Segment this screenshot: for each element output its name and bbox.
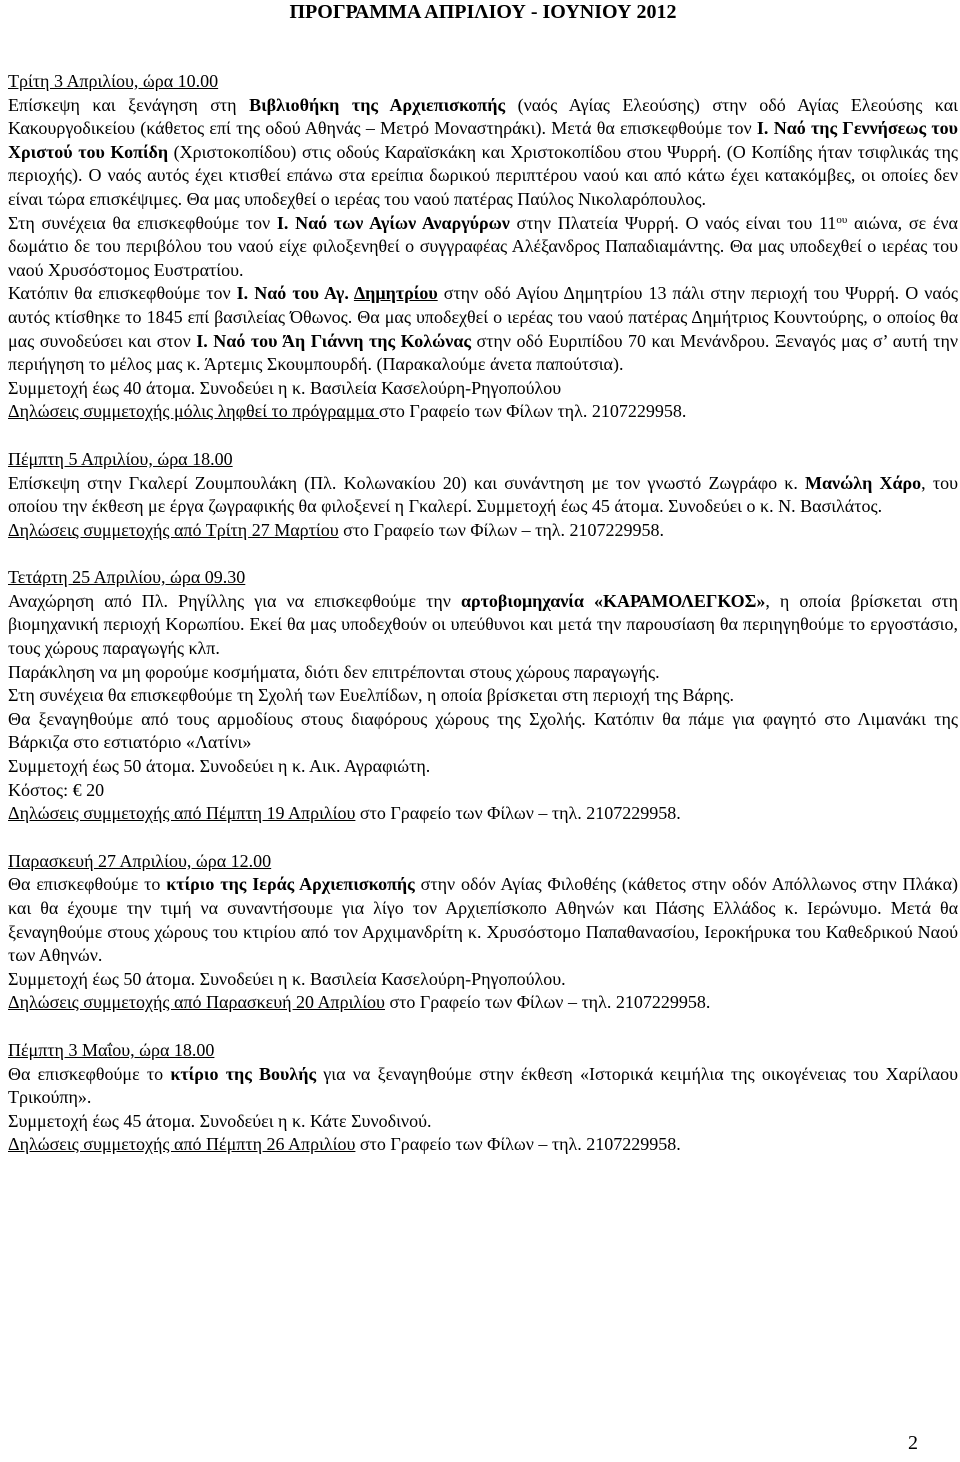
registration-note: Δηλώσεις συμμετοχής από Παρασκευή 20 Απριλίου στο Γραφείο των Φίλων – τηλ. 2107229958. [8, 992, 711, 1013]
participation-note: Συμμετοχή έως 50 άτομα. Συνοδεύει η κ. Βασιλεία Κασελούρη-Ρηγοπούλου. [8, 968, 566, 989]
participation-note: Συμμετοχή έως 45 άτομα. Συνοδεύει η κ. Κάτε Συνοδινού. [8, 1110, 432, 1131]
event-description: Επίσκεψη στην Γκαλερί Ζουμπουλάκη (Πλ. Κολωνακίου 20) και συνάντηση με τον γνωστό Ζωγράφο κ. Μανώλη Χάρο, του οποίου την έκθεση με έργα ζωγραφικής θα φιλοξενεί η Γκαλερί. Συμμετοχή έως 45 άτομα. Συνοδεύει ο κ. Ν. Βασιλάτος. [8, 472, 958, 517]
event-description: Αναχώρηση από Πλ. Ρηγίλλης για να επισκεφθούμε την αρτοβιομηχανία «ΚΑΡΑΜΟΛΕΓΚΟΣ», η οποία βρίσκεται στη βιομηχανική περιοχή Κορωπίου. Εκεί θα μας υποδεχθούν οι υπεύθυνοι και μετά την παρουσίαση θα περιηγηθούμε το εργοστάσιο, τους χώρους παραγωγής κλπ. [8, 590, 958, 659]
event-description: Κατόπιν θα επισκεφθούμε τον Ι. Ναό του Αγ. Δημητρίου στην οδό Αγίου Δημητρίου 13 πάλι στην περιοχή του Ψυρρή. Ο ναός αυτός κτίσθηκε το 1845 επί βασιλείας Όθωνος. Θα μας υποδεχθεί ο ιερέας του ναού πατέρας Δημήτριος Κουντούρης, ο οποίος θα μας συνοδεύσει και στον Ι. Ναό του Άη Γιάννη της Κολώνας στην οδό Ευριπίδου 70 και Μενάνδρου. Ξεναγός μας σ’ αυτή την περιήγηση το μέλος μας κ. Άρτεμις Σκουμπουρδή. (Παρακαλούμε άνετα παπούτσια). [8, 283, 958, 375]
event-description: Επίσκεψη και ξενάγηση στη Βιβλιοθήκη της Αρχιεπισκοπής (ναός Αγίας Ελεούσης) στην οδό Αγίας Ελεούσης και Κακουργοδικείου (κάθετος επί της οδού Αθηνάς – Μετρό Μοναστηράκι). Μετά θα επισκεφθούμε τον Ι. Ναό της Γεννήσεως του Χριστού του Κοπίδη (Χριστοκοπίδου) στις οδούς Καραϊσκάκη και Χριστοκοπίδου στου Ψυρρή. (Ο Κοπίδης ήταν τσιφλικάς της περιοχής). Ο ναός αυτός έχει κτισθεί επάνω στα ερείπια δωρικού περιπτέρου ναού και από κάτω έχει κατακόμβες, οι οποίες δεν είναι τώρα επισκέψιμες. Θα μας υποδεχθεί ο ιερέας του ναού πατέρας Παύλος Νικολαρόπουλος. [8, 94, 959, 209]
registration-note: Δηλώσεις συμμετοχής μόλις ληφθεί το πρόγραμμα στο Γραφείο των Φίλων τηλ. 2107229958. [8, 401, 687, 422]
event-description: Παράκληση να μη φορούμε κοσμήματα, διότι δεν επιτρέπονται στους χώρους παραγωγής. [8, 661, 660, 682]
registration-note: Δηλώσεις συμμετοχής από Πέμπτη 19 Απριλίου στο Γραφείο των Φίλων – τηλ. 2107229958. [8, 803, 681, 824]
event-section-3 [8, 566, 958, 826]
event-date-heading: Τετάρτη 25 Απριλίου, ώρα 09.30 [8, 567, 246, 588]
event-date-heading: Παρασκευή 27 Απριλίου, ώρα 12.00 [8, 850, 272, 871]
event-description: Θα επισκεφθούμε το κτίριο της Ιεράς Αρχιεπισκοπής στην οδόν Αγίας Φιλοθέης (κάθετος στην οδόν Απόλλωνος στην Πλάκα) και θα έχουμε την τιμή να συναντήσουμε για λίγο τον Αρχιεπίσκοπο Αθηνών και Πάσης Ελλάδος κ. Ιερώνυμο. Μετά θα ξεναγηθούμε στους χώρους του κτιρίου από τον Αρχιμανδρίτη κ. Χρυσόστομο Παπαθανασίου, Ιεροκήρυκα του Καθεδρικού Ναού των Αθηνών. [8, 874, 958, 966]
event-description: Θα επισκεφθούμε το κτίριο της Βουλής για να ξεναγηθούμε στην έκθεση «Ιστορικά κειμήλια της οικογένειας του Χαρίλαου Τρικούπη». [8, 1063, 959, 1108]
event-date-heading: Πέμπτη 5 Απριλίου, ώρα 18.00 [8, 448, 233, 469]
cost-note: Κόστος: € 20 [8, 779, 105, 800]
event-description: Στη συνέχεια θα επισκεφθούμε τον Ι. Ναό των Αγίων Αναργύρων στην Πλατεία Ψυρρή. Ο ναός είναι του $11^{o\upsilon}$ αιώνα, σε ένα δωμάτιο δε του περιβόλου του ναού είχε φιλοξενηθεί ο συγγραφέας Αλέξανδρος Παπαδιαμάντης. Θα μας υποδεχθεί ο ιερέας του ναού Χρυσόστομος Ευστρατίου. [8, 212, 958, 280]
page-title: ΠΡΟΓΡΑΜΜΑ ΑΠΡΙΛΙΟΥ - ΙΟΥΝΙΟΥ 2012 [289, 1, 677, 23]
registration-note: Δηλώσεις συμμετοχής από Τρίτη 27 Μαρτίου στο Γραφείο των Φίλων – τηλ. 2107229958. [8, 519, 664, 540]
event-description: Θα ξεναγηθούμε από τους αρμοδίους στους διαφόρους χώρους της Σχολής. Κατόπιν θα πάμε για φαγητό στο Λιμανάκι της Βάρκιζα στο εστιατόριο «Λατίνι» [8, 708, 958, 753]
event-section-4 [8, 850, 958, 1015]
participation-note: Συμμετοχή έως 50 άτομα. Συνοδεύει η κ. Αικ. Αγραφιώτη. [8, 756, 431, 777]
event-date-heading: Πέμπτη 3 Μαΐου, ώρα 18.00 [8, 1039, 215, 1060]
event-section-1 [8, 70, 958, 424]
event-description: Στη συνέχεια θα επισκεφθούμε τη Σχολή των Ευελπίδων, η οποία βρίσκεται στη περιοχή της Βάρης. [8, 685, 735, 706]
document-page [8, 0, 958, 1157]
event-section-2 [8, 448, 958, 542]
event-date-heading: Τρίτη 3 Απριλίου, ώρα 10.00 [8, 71, 219, 91]
participation-note: Συμμετοχή έως 40 άτομα. Συνοδεύει η κ. Βασιλεία Κασελούρη-Ρηγοπούλου [8, 377, 562, 398]
registration-note: Δηλώσεις συμμετοχής από Πέμπτη 26 Απριλίου στο Γραφείο των Φίλων – τηλ. 2107229958. [8, 1134, 681, 1155]
page-number: 2 [908, 1432, 918, 1454]
event-section-5 [8, 1039, 958, 1157]
